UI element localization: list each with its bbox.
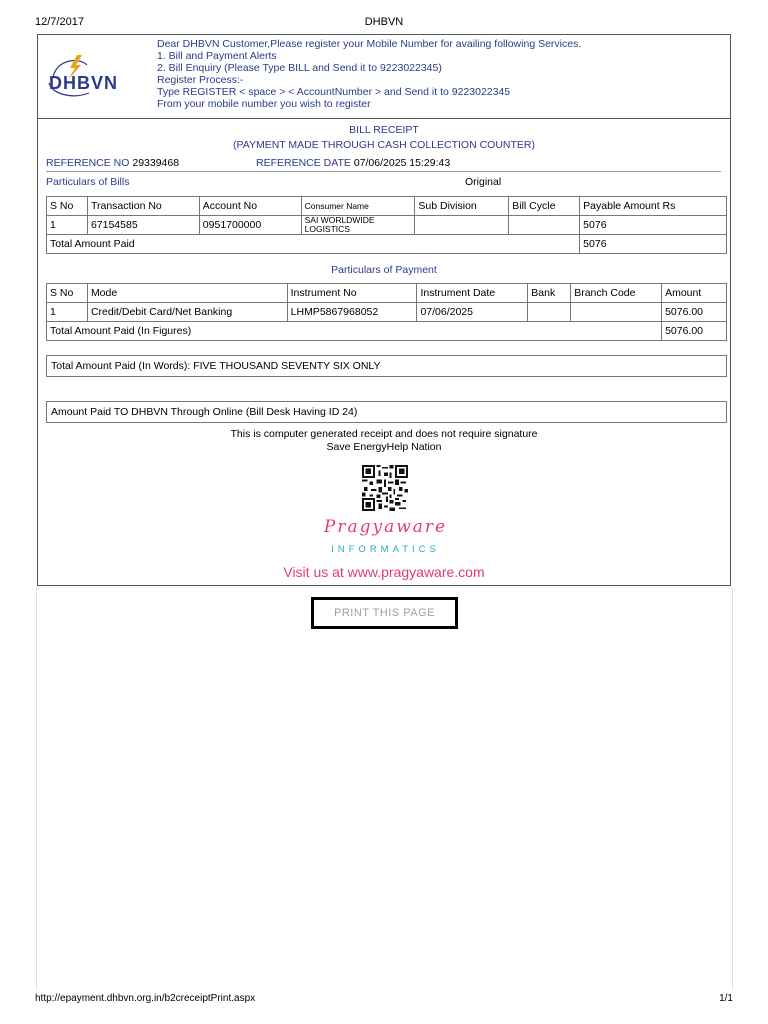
qr-code-icon <box>361 465 409 511</box>
notice-block <box>38 35 730 119</box>
bills-table <box>46 196 727 254</box>
column-header: Payable Amount Rs <box>580 197 727 216</box>
table-cell <box>509 216 580 235</box>
particulars-of-payment-heading: Particulars of Payment <box>331 264 437 276</box>
page-frame-right <box>732 588 733 990</box>
column-header: Consumer Name <box>301 197 415 216</box>
notice-line: 2. Bill Enquiry (Please Type BILL and Send it to 9223022345) <box>157 61 442 74</box>
column-header: Sub Division <box>415 197 509 216</box>
total-value: 5076.00 <box>662 322 727 341</box>
bill-receipt <box>37 34 731 586</box>
notice-line: From your mobile number you wish to register <box>157 97 371 110</box>
print-title: DHBVN <box>364 16 404 28</box>
column-header: Amount <box>662 284 727 303</box>
table-header-row <box>47 284 727 303</box>
table-cell <box>415 216 509 235</box>
column-header: Instrument No <box>287 284 417 303</box>
print-url: http://epayment.dhbvn.org.in/b2creceiptPrint.aspx <box>35 993 256 1004</box>
print-date: 12/7/2017 <box>35 16 84 28</box>
table-cell <box>571 303 662 322</box>
table-cell: 1 <box>47 216 88 235</box>
total-row <box>47 322 727 341</box>
payment-table <box>46 283 727 341</box>
column-header: S No <box>47 284 88 303</box>
column-header: Bill Cycle <box>509 197 580 216</box>
table-cell: 07/06/2025 <box>417 303 528 322</box>
notice-text <box>157 39 717 110</box>
table-cell: Credit/Debit Card/Net Banking <box>87 303 287 322</box>
save-energy-note: Save EnergyHelp Nation <box>326 441 442 453</box>
reference-date-label: REFERENCE DATE <box>256 157 351 169</box>
page-frame-left <box>36 588 37 990</box>
pragyaware-informatics: INFORMATICS <box>331 544 440 555</box>
dhbvn-logo <box>43 53 135 101</box>
pragyaware-logo: Pragyaware <box>323 517 448 537</box>
particulars-of-bills-heading: Particulars of Bills <box>46 176 130 188</box>
column-header: Transaction No <box>87 197 199 216</box>
table-cell: 0951700000 <box>199 216 301 235</box>
total-label: Total Amount Paid <box>47 235 580 254</box>
column-header: Mode <box>87 284 287 303</box>
column-header: Account No <box>199 197 301 216</box>
total-label: Total Amount Paid (In Figures) <box>47 322 662 341</box>
table-cell: LHMP5867968052 <box>287 303 417 322</box>
reference-row <box>46 157 721 172</box>
logo-text: DHBVN <box>49 73 119 93</box>
paid-through-line: Amount Paid TO DHBVN Through Online (Bill Desk Having ID 24) <box>46 401 727 423</box>
notice-line: Register Process:- <box>157 73 244 86</box>
notice-line: Type REGISTER < space > < AccountNumber > and Send it to 9223022345 <box>157 85 511 98</box>
computer-generated-note: This is computer generated receipt and does not require signature <box>230 428 538 440</box>
amount-in-words: Total Amount Paid (In Words): FIVE THOUSAND SEVENTY SIX ONLY <box>46 355 727 377</box>
notice-line: Dear DHBVN Customer,Please register your Mobile Number for availing following Services. <box>157 38 582 50</box>
column-header: Instrument Date <box>417 284 528 303</box>
visit-link[interactable]: Visit us at www.pragyaware.com <box>283 564 485 580</box>
column-header: Branch Code <box>571 284 662 303</box>
table-row <box>47 216 727 235</box>
reference-no: 29339468 <box>132 157 180 169</box>
receipt-subtitle: (PAYMENT MADE THROUGH CASH COLLECTION COUNTER) <box>233 139 535 151</box>
column-header: S No <box>47 197 88 216</box>
copy-type: Original <box>465 176 502 188</box>
print-page-number: 1/1 <box>719 993 733 1004</box>
table-cell <box>528 303 571 322</box>
table-header-row <box>47 197 727 216</box>
notice-line: 1. Bill and Payment Alerts <box>157 49 277 62</box>
table-cell: 5076.00 <box>662 303 727 322</box>
print-page-button[interactable]: PRINT THIS PAGE <box>311 597 458 629</box>
total-value: 5076 <box>580 235 727 254</box>
table-row <box>47 303 727 322</box>
reference-date: 07/06/2025 15:29:43 <box>353 157 451 169</box>
receipt-title: BILL RECEIPT <box>349 124 419 136</box>
table-cell: SAI WORLDWIDE LOGISTICS <box>301 216 415 235</box>
table-cell: 5076 <box>580 216 727 235</box>
total-row <box>47 235 727 254</box>
table-cell: 67154585 <box>87 216 199 235</box>
reference-no-label: REFERENCE NO <box>46 157 130 169</box>
table-cell: 1 <box>47 303 88 322</box>
column-header: Bank <box>528 284 571 303</box>
